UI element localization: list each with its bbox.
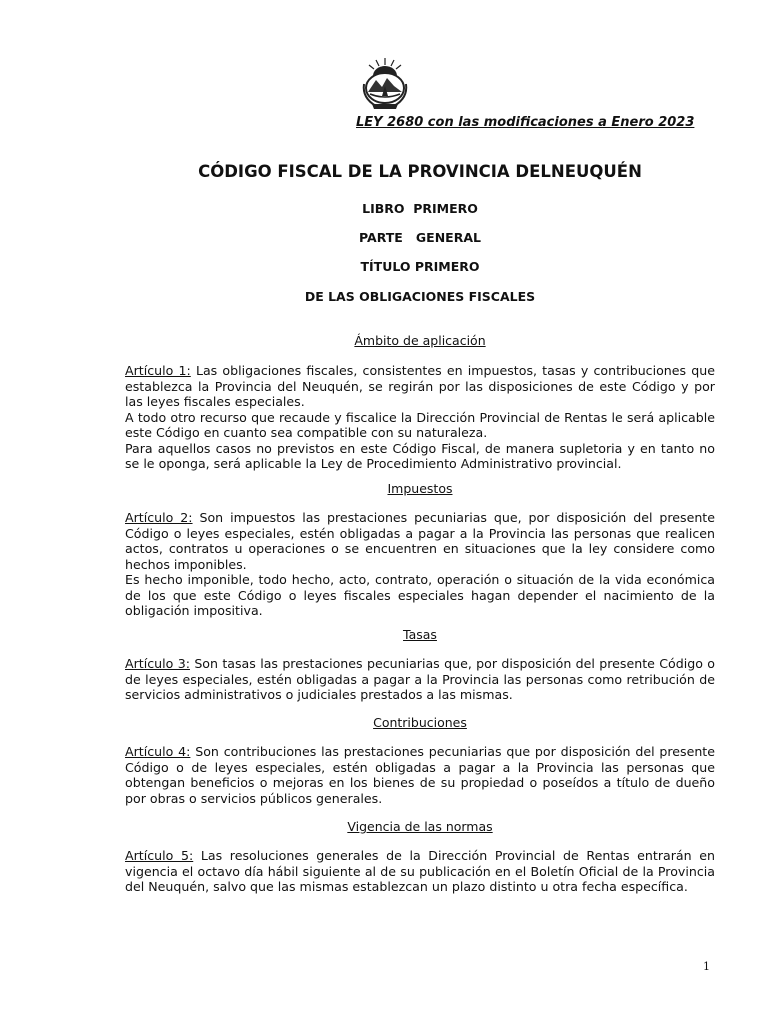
coat-of-arms-icon: [356, 56, 414, 112]
section-heading-ambito: Ámbito de aplicación: [354, 333, 486, 348]
article-4: [125, 744, 715, 806]
article-label: Artículo 4:: [125, 744, 191, 759]
part-heading: PARTE GENERAL: [359, 230, 481, 245]
article-text: Las resoluciones generales de la Dirección Provincial de Rentas entrarán en vigencia el octavo día hábil siguiente al de su publicación en el Boletín Oficial de la Provincia del Neuquén, salvo que las mismas establezcan un plazo distinto u otra fecha específica.: [125, 848, 715, 894]
article-label: Artículo 1:: [125, 363, 191, 378]
document-title: CÓDIGO FISCAL DE LA PROVINCIA DELNEUQUÉN: [198, 162, 642, 181]
article-text: Las obligaciones fiscales, consistentes en impuestos, tasas y contribuciones que establezca la Provincia del Neuquén, se regirán por las disposiciones de este Código y por las leyes fiscales especiales.: [125, 363, 715, 409]
book-heading: LIBRO PRIMERO: [362, 201, 478, 216]
section-heading-contribuciones: Contribuciones: [373, 715, 467, 730]
article-label: Artículo 5:: [125, 848, 194, 863]
article-text: Son tasas las prestaciones pecuniarias que, por disposición del presente Código o de leyes especiales, estén obligadas a pagar a la Provincia las personas como retribución de servicios administrativos o judiciales prestados a las mismas.: [125, 656, 715, 702]
section-heading-vigencia: Vigencia de las normas: [347, 819, 493, 834]
title-heading: TÍTULO PRIMERO: [360, 259, 480, 274]
page-number: 1: [703, 960, 710, 973]
section-heading-tasas: Tasas: [403, 627, 437, 642]
article-text: A todo otro recurso que recaude y fiscalice la Dirección Provincial de Rentas le será aplicable este Código en cuanto sea compatible con su naturaleza.: [125, 409, 715, 440]
article-5: [125, 848, 715, 895]
subject-heading: DE LAS OBLIGACIONES FISCALES: [304, 289, 536, 304]
law-reference: LEY 2680 con las modificaciones a Enero 2023: [356, 115, 695, 130]
article-1: [125, 363, 715, 472]
article-3: [125, 656, 715, 703]
section-heading-impuestos: Impuestos: [387, 481, 453, 496]
article-text: Para aquellos casos no previstos en este Código Fiscal, de manera supletoria y en tanto no se le oponga, será aplicable la Ley de Procedimiento Administrativo provincial.: [125, 440, 715, 471]
article-label: Artículo 3:: [125, 656, 190, 671]
article-text: Es hecho imponible, todo hecho, acto, contrato, operación o situación de la vida económica de los que este Código o leyes fiscales especiales hagan depender el nacimiento de la obligación impositiva.: [125, 572, 715, 618]
article-text: Son contribuciones las prestaciones pecuniarias que por disposición del presente Código o de leyes especiales, estén obligadas a pagar a la Provincia las personas que obtengan beneficios o mejoras en los bienes de su propiedad o poseídos a título de dueño por obras o servicios públicos generales.: [125, 744, 715, 806]
article-label: Artículo 2:: [125, 510, 193, 525]
article-text: Son impuestos las prestaciones pecuniarias que, por disposición del presente Código o leyes especiales, estén obligadas a pagar a la Provincia las personas que realicen actos, contratos u operaciones o se encuentren en situaciones que la ley considere como hechos imponibles.: [125, 510, 715, 572]
article-2: [125, 510, 715, 619]
